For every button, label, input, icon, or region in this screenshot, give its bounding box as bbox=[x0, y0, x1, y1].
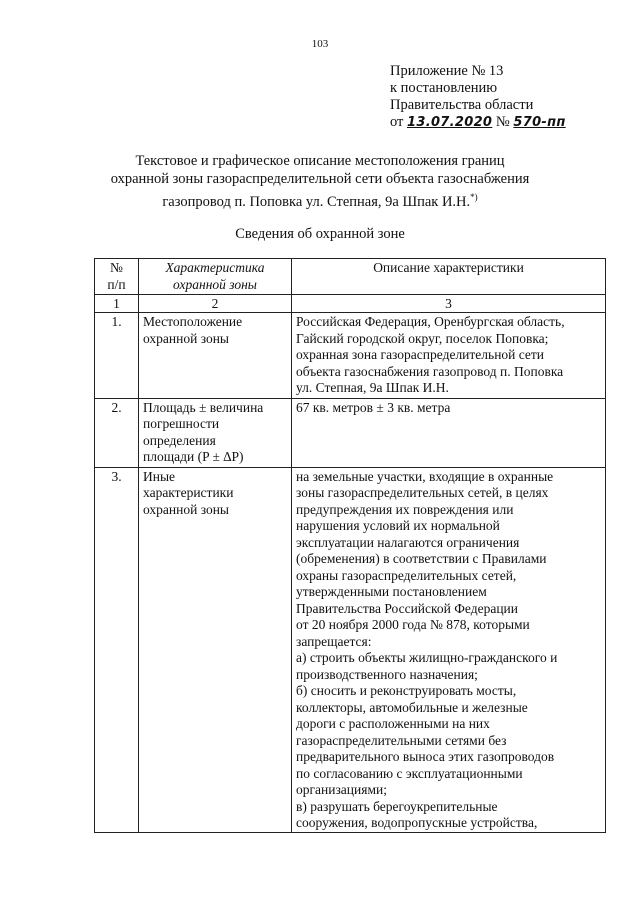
section-title: Сведения об охранной зоне bbox=[235, 226, 405, 242]
table-column-numbers-row bbox=[95, 295, 606, 313]
appendix-block bbox=[390, 63, 566, 131]
from-label: от bbox=[390, 114, 404, 130]
row-number: 1. bbox=[95, 313, 139, 399]
document-title bbox=[60, 152, 580, 211]
table-header-row bbox=[95, 259, 606, 295]
zone-table bbox=[94, 258, 606, 833]
handwritten-number: 570-пп bbox=[513, 115, 566, 130]
number-label: № bbox=[495, 114, 510, 130]
row-characteristic: Площадь ± величина погрешности определения площади (P ± ∆P) bbox=[139, 398, 292, 467]
column-number-3: 3 bbox=[292, 295, 606, 313]
row-number: 3. bbox=[95, 467, 139, 832]
handwritten-date: 13.07.2020 bbox=[407, 115, 493, 130]
row-description: Российская Федерация, Оренбургская область, Гайский городской округ, поселок Поповка; охранная зона газораспределительной сети объекта газоснабжения газопровод п. Поповка ул. Степная, 9а Шпак И.Н. bbox=[292, 313, 606, 399]
row-number: 2. bbox=[95, 398, 139, 467]
table-row bbox=[95, 467, 606, 832]
column-number-1: 1 bbox=[95, 295, 139, 313]
table-row bbox=[95, 313, 606, 399]
appendix-date-number bbox=[390, 114, 566, 131]
appendix-to-resolution: к постановлению bbox=[390, 80, 498, 96]
row-characteristic: Иные характеристики охранной зоны bbox=[139, 467, 292, 832]
footnote-mark: *) bbox=[470, 192, 478, 202]
appendix-title: Приложение № 13 bbox=[390, 63, 504, 79]
table-row bbox=[95, 398, 606, 467]
header-characteristic: Характеристика охранной зоны bbox=[139, 259, 292, 295]
header-number: № п/п bbox=[95, 259, 139, 295]
column-number-2: 2 bbox=[139, 295, 292, 313]
appendix-government: Правительства области bbox=[390, 97, 534, 113]
page-number: 103 bbox=[311, 38, 329, 50]
row-description: 67 кв. метров ± 3 кв. метра bbox=[292, 398, 606, 467]
header-description: Описание характеристики bbox=[292, 259, 606, 295]
document-title-text: Текстовое и графическое описание местоположения границ охранной зоны газораспределительной сети объекта газоснабжения газопровод п. Поповка ул. Степная, 9а Шпак И.Н. bbox=[110, 153, 530, 210]
row-characteristic: Местоположение охранной зоны bbox=[139, 313, 292, 399]
row-description: на земельные участки, входящие в охранные зоны газораспределительных сетей, в целях предупреждения их повреждения или нарушения условий их нормальной эксплуатации налагаются ограничения (обременения) в соответствии с Правилами охраны газораспределительных сетей, утвержденными постановлением Правительства Российской Федерации от 20 ноября 2000 года № 878, которыми запрещается: а) строить объекты жилищно-гражданского и производственного назначения; б) сносить и реконструировать мосты, коллекторы, автомобильные и железные дороги с расположенными на них газораспределительными сетями без предварительного выноса этих газопроводов по согласованию с эксплуатационными организациями; в) разрушать берегоукрепительные сооружения, водопропускные устройства, bbox=[292, 467, 606, 832]
